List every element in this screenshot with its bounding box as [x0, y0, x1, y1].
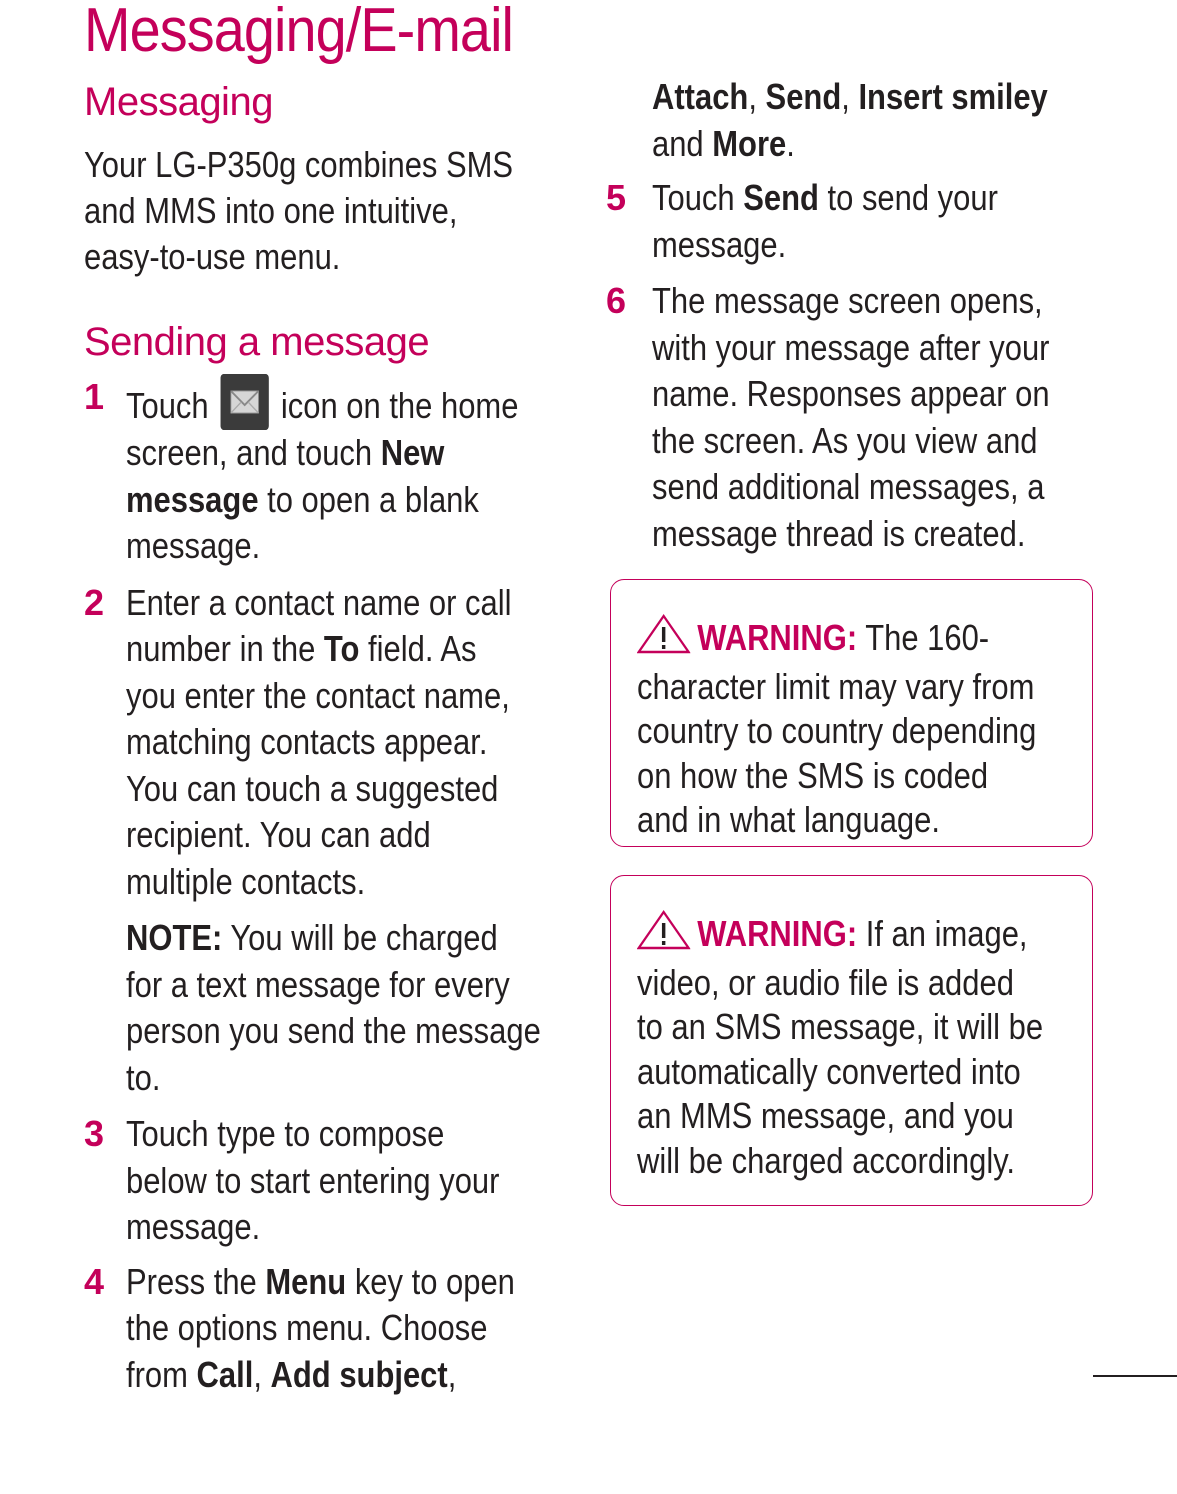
step-line: message. — [652, 223, 787, 265]
step-line: Enter a contact name or call — [126, 581, 512, 623]
step-text: to open a blank — [258, 478, 479, 520]
warning-line: and in what language. — [637, 799, 940, 840]
step-body — [126, 580, 541, 1102]
call-option: Call — [196, 1353, 254, 1395]
step-2 — [84, 580, 584, 1102]
warning-label: WARNING: — [697, 913, 858, 954]
step-line: message. — [126, 525, 261, 566]
warning-line — [637, 614, 1036, 665]
intro-line: Your LG-P350g combines SMS — [84, 144, 514, 185]
step-text: to send your — [818, 177, 998, 218]
warning-line: character limit may vary from — [637, 665, 1035, 707]
messaging-heading: Messaging — [84, 80, 273, 124]
step-body — [652, 175, 1042, 268]
step-number: 2 — [84, 581, 105, 623]
step-line: The message screen opens, — [652, 280, 1043, 321]
step-text: , — [748, 76, 766, 117]
step-line: Touch type to compose — [126, 1113, 445, 1154]
menu-key-term: Menu — [265, 1260, 347, 1302]
attach-option: Attach — [652, 76, 749, 117]
step-line — [126, 374, 520, 430]
sending-heading: Sending a message — [84, 320, 430, 364]
right-column — [606, 74, 1106, 557]
step-1 — [84, 374, 584, 570]
step-4-continued — [606, 74, 1106, 167]
note-line: for a text message for every — [126, 963, 510, 1005]
new-message-term: New — [380, 432, 445, 473]
footer-rule — [1093, 1375, 1177, 1377]
step-line — [652, 121, 1042, 168]
note-label: NOTE: — [126, 917, 223, 958]
note-line: person you send the message — [126, 1010, 541, 1051]
step-line: you enter the contact name, — [126, 674, 510, 716]
warning-text — [637, 614, 1036, 843]
note-line: to. — [126, 1056, 161, 1098]
step-number: 3 — [84, 1113, 105, 1154]
step-line — [126, 1259, 520, 1306]
insert-smiley-option: Insert smiley — [858, 76, 1048, 117]
step-number: 4 — [84, 1260, 105, 1302]
step-line: with your message after your — [652, 326, 1050, 368]
new-message-term: message — [126, 478, 259, 520]
step-text: . — [786, 122, 795, 164]
step-line: message thread is created. — [652, 512, 1026, 554]
left-column — [84, 74, 584, 1398]
step-text: Touch — [126, 385, 209, 426]
step-number: 6 — [606, 280, 627, 321]
step-3 — [84, 1111, 584, 1251]
to-field-term: To — [323, 628, 360, 669]
step-6 — [606, 278, 1106, 557]
step-body — [126, 374, 520, 570]
warning-box — [610, 875, 1093, 1206]
warning-line: an MMS message, and you — [637, 1095, 1014, 1136]
warning-content: The 160- — [857, 617, 990, 658]
warning-line: on how the SMS is coded — [637, 754, 989, 796]
warning-line: automatically converted into — [637, 1050, 1021, 1092]
step-5 — [606, 175, 1106, 268]
note-text: You will be charged — [222, 917, 498, 958]
step-number: 1 — [84, 376, 105, 417]
step-text: and — [652, 122, 713, 164]
warning-text — [637, 910, 1043, 1183]
step-line — [652, 175, 1042, 222]
more-option: More — [712, 122, 787, 164]
step-body — [652, 74, 1048, 167]
step-line: multiple contacts. — [126, 860, 366, 902]
step-line: recipient. You can add — [126, 814, 431, 855]
step-body — [126, 1259, 520, 1399]
warning-line: video, or audio file is added — [637, 961, 1014, 1003]
step-text: Press the — [126, 1260, 266, 1302]
warning-line — [637, 910, 1043, 961]
step-body — [652, 278, 1050, 557]
step-line: below to start entering your — [126, 1159, 500, 1201]
add-subject-option: Add subject — [270, 1353, 448, 1395]
page-title: Messaging/E-mail — [84, 0, 514, 65]
step-line: message. — [126, 1206, 261, 1247]
send-term: Send — [743, 177, 819, 218]
step-line — [126, 1352, 520, 1399]
warning-label: WARNING: — [697, 617, 858, 658]
warning-triangle-icon — [637, 910, 690, 961]
step-text: screen, and touch — [126, 432, 381, 473]
step-text: icon on the home — [280, 385, 519, 426]
step-text: number in the — [126, 628, 324, 669]
messaging-intro — [84, 142, 514, 280]
step-line — [126, 477, 520, 524]
warning-content: If an image, — [857, 913, 1028, 954]
step-text: , — [841, 76, 859, 117]
step-line — [126, 626, 520, 673]
step-body — [126, 1111, 520, 1251]
envelope-icon — [221, 374, 269, 430]
send-option: Send — [765, 76, 842, 117]
step-line — [126, 430, 520, 477]
step-text: , — [253, 1353, 271, 1395]
step-line: You can touch a suggested — [126, 767, 499, 809]
step-line: the screen. As you view and — [652, 419, 1038, 461]
intro-line: easy-to-use menu. — [84, 236, 341, 277]
step-line: the options menu. Choose — [126, 1307, 488, 1348]
step-line: name. Responses appear on — [652, 373, 1050, 414]
note-line — [126, 915, 520, 962]
step-text: field. As — [359, 628, 477, 669]
warning-line: will be charged accordingly. — [637, 1139, 1016, 1181]
step-text: , — [447, 1353, 457, 1395]
warning-box — [610, 579, 1093, 847]
step-4 — [84, 1259, 584, 1399]
step-number: 5 — [606, 177, 627, 218]
warning-triangle-icon — [637, 614, 690, 665]
step-line — [652, 74, 1048, 121]
step-text: from — [126, 1353, 197, 1395]
intro-line: and MMS into one intuitive, — [84, 190, 458, 231]
step-line: matching contacts appear. — [126, 721, 488, 762]
warning-line: country to country depending — [637, 710, 1037, 751]
step-text: key to open — [346, 1260, 515, 1302]
step-line: send additional messages, a — [652, 466, 1045, 507]
warning-line: to an SMS message, it will be — [637, 1006, 1044, 1047]
step-text: Touch — [652, 177, 744, 218]
